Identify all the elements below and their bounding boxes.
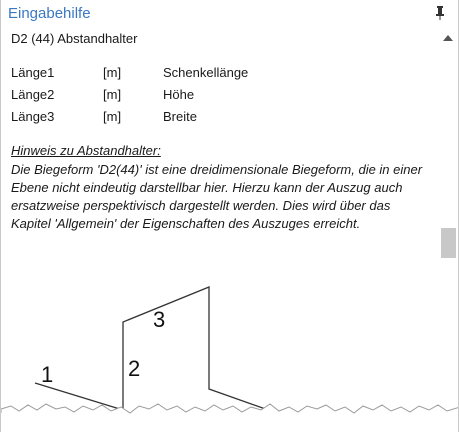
parameter-unit: [m] xyxy=(103,109,122,124)
torn-edge-decoration xyxy=(1,395,459,432)
pin-icon[interactable] xyxy=(434,5,446,21)
parameter-name: Länge3 xyxy=(11,109,55,124)
scrollbar-thumb[interactable] xyxy=(441,228,456,258)
parameter-unit: [m] xyxy=(103,65,122,80)
shape-heading: D2 (44) Abstandhalter xyxy=(11,31,138,46)
panel-titlebar xyxy=(1,0,458,28)
parameter-description: Schenkellänge xyxy=(163,65,249,80)
hint-text: Die Biegeform 'D2(44)' ist eine dreidimensionale Biegeform, die in einer Ebene nicht eindeutig darstellbar hier. Hierzu kann der Auszug auch ersatzweise perspektivisch dargestellt werden. Dies wird über das Kapitel 'Allgemein' der Eigenschaften des Auszuges erreicht. xyxy=(11,162,423,231)
diagram-label-3: 3 xyxy=(153,307,166,332)
parameter-name: Länge2 xyxy=(11,87,55,102)
parameter-description: Höhe xyxy=(163,87,195,102)
panel-title: Eingabehilfe xyxy=(8,5,91,22)
diagram-label-2: 2 xyxy=(128,356,141,381)
diagram-label-1: 1 xyxy=(41,362,54,387)
parameter-unit: [m] xyxy=(103,87,122,102)
parameter-description: Breite xyxy=(163,109,197,124)
scroll-up-arrow-icon[interactable] xyxy=(442,33,454,43)
parameter-name: Länge1 xyxy=(11,65,55,80)
hint-title: Hinweis zu Abstandhalter: xyxy=(11,143,161,158)
